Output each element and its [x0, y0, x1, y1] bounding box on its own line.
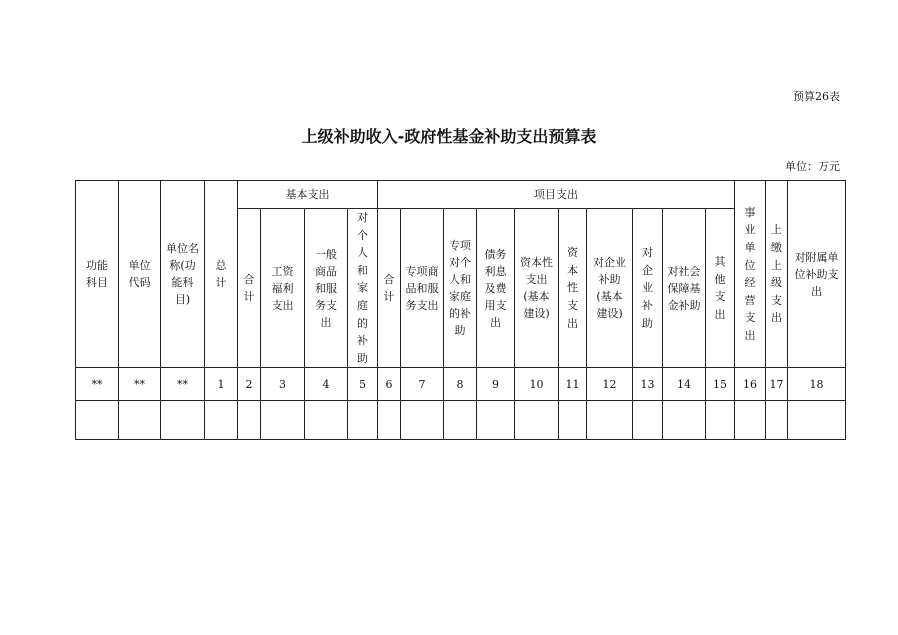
empty-cell — [205, 401, 238, 440]
column-number: 7 — [401, 368, 444, 401]
empty-cell — [766, 401, 788, 440]
header-basic-expenditure: 基本支出 — [238, 181, 378, 209]
header-total: 总计 — [205, 181, 238, 368]
column-number: 4 — [305, 368, 348, 401]
column-number: 5 — [348, 368, 378, 401]
empty-cell — [559, 401, 587, 440]
column-number: 2 — [238, 368, 261, 401]
column-number: 11 — [559, 368, 587, 401]
header-project-expenditure: 项目支出 — [378, 181, 735, 209]
empty-data-row — [76, 401, 846, 440]
header-project-total: 合计 — [378, 209, 401, 368]
form-number: 预算26表 — [793, 90, 840, 103]
header-subsidiary-subsidy: 对附属单位补助支出 — [788, 181, 846, 368]
empty-cell — [788, 401, 846, 440]
empty-cell — [444, 401, 477, 440]
column-number: 6 — [378, 368, 401, 401]
column-number: 17 — [766, 368, 788, 401]
empty-cell — [515, 401, 559, 440]
header-project-social-security-fund: 对社会保障基金补助 — [663, 209, 706, 368]
empty-cell — [587, 401, 633, 440]
column-number: 9 — [477, 368, 515, 401]
header-project-personal-subsidy: 专项对个人和家庭的补助 — [444, 209, 477, 368]
column-number: 14 — [663, 368, 706, 401]
header-project-debt-interest: 债务利息及费用支出 — [477, 209, 515, 368]
column-number: 10 — [515, 368, 559, 401]
unit-label: 单位：万元 — [785, 160, 840, 173]
header-function-subject: 功能科目 — [76, 181, 119, 368]
header-basic-personal-subsidy: 对个人和家庭的补助 — [348, 209, 378, 368]
header-project-other: 其他支出 — [706, 209, 735, 368]
header-unit-code: 单位代码 — [119, 181, 161, 368]
empty-cell — [238, 401, 261, 440]
header-upper-level-expenditure: 上缴上级支出 — [766, 181, 788, 368]
column-number: 8 — [444, 368, 477, 401]
empty-cell — [161, 401, 205, 440]
column-number: ** — [119, 368, 161, 401]
header-project-capital-construction: 资本性支出(基本建设) — [515, 209, 559, 368]
empty-cell — [477, 401, 515, 440]
column-number: 3 — [261, 368, 305, 401]
empty-cell — [261, 401, 305, 440]
header-basic-total: 合计 — [238, 209, 261, 368]
empty-cell — [663, 401, 706, 440]
header-project-enterprise-subsidy: 对企业补助 — [633, 209, 663, 368]
budget-table — [75, 180, 846, 440]
header-operating-expenditure: 事业单位经营支出 — [735, 181, 766, 368]
empty-cell — [378, 401, 401, 440]
column-number-row — [76, 368, 846, 401]
header-project-enterprise-construction: 对企业补助(基本建设) — [587, 209, 633, 368]
column-number: 13 — [633, 368, 663, 401]
column-number: 16 — [735, 368, 766, 401]
header-basic-goods-services: 一般商品和服务支出 — [305, 209, 348, 368]
empty-cell — [305, 401, 348, 440]
header-project-goods-services: 专项商品和服务支出 — [401, 209, 444, 368]
empty-cell — [633, 401, 663, 440]
header-unit-name: 单位名称(功能科目) — [161, 181, 205, 368]
column-number: 18 — [788, 368, 846, 401]
header-row-groups — [76, 181, 846, 209]
column-number: 15 — [706, 368, 735, 401]
empty-cell — [119, 401, 161, 440]
empty-cell — [348, 401, 378, 440]
column-number: 1 — [205, 368, 238, 401]
column-number: ** — [76, 368, 119, 401]
header-project-capital: 资本性支出 — [559, 209, 587, 368]
empty-cell — [401, 401, 444, 440]
column-number: 12 — [587, 368, 633, 401]
column-number: ** — [161, 368, 205, 401]
header-basic-salary-welfare: 工资福利支出 — [261, 209, 305, 368]
empty-cell — [735, 401, 766, 440]
page-title: 上级补助收入-政府性基金补助支出预算表 — [301, 127, 597, 146]
empty-cell — [706, 401, 735, 440]
empty-cell — [76, 401, 119, 440]
